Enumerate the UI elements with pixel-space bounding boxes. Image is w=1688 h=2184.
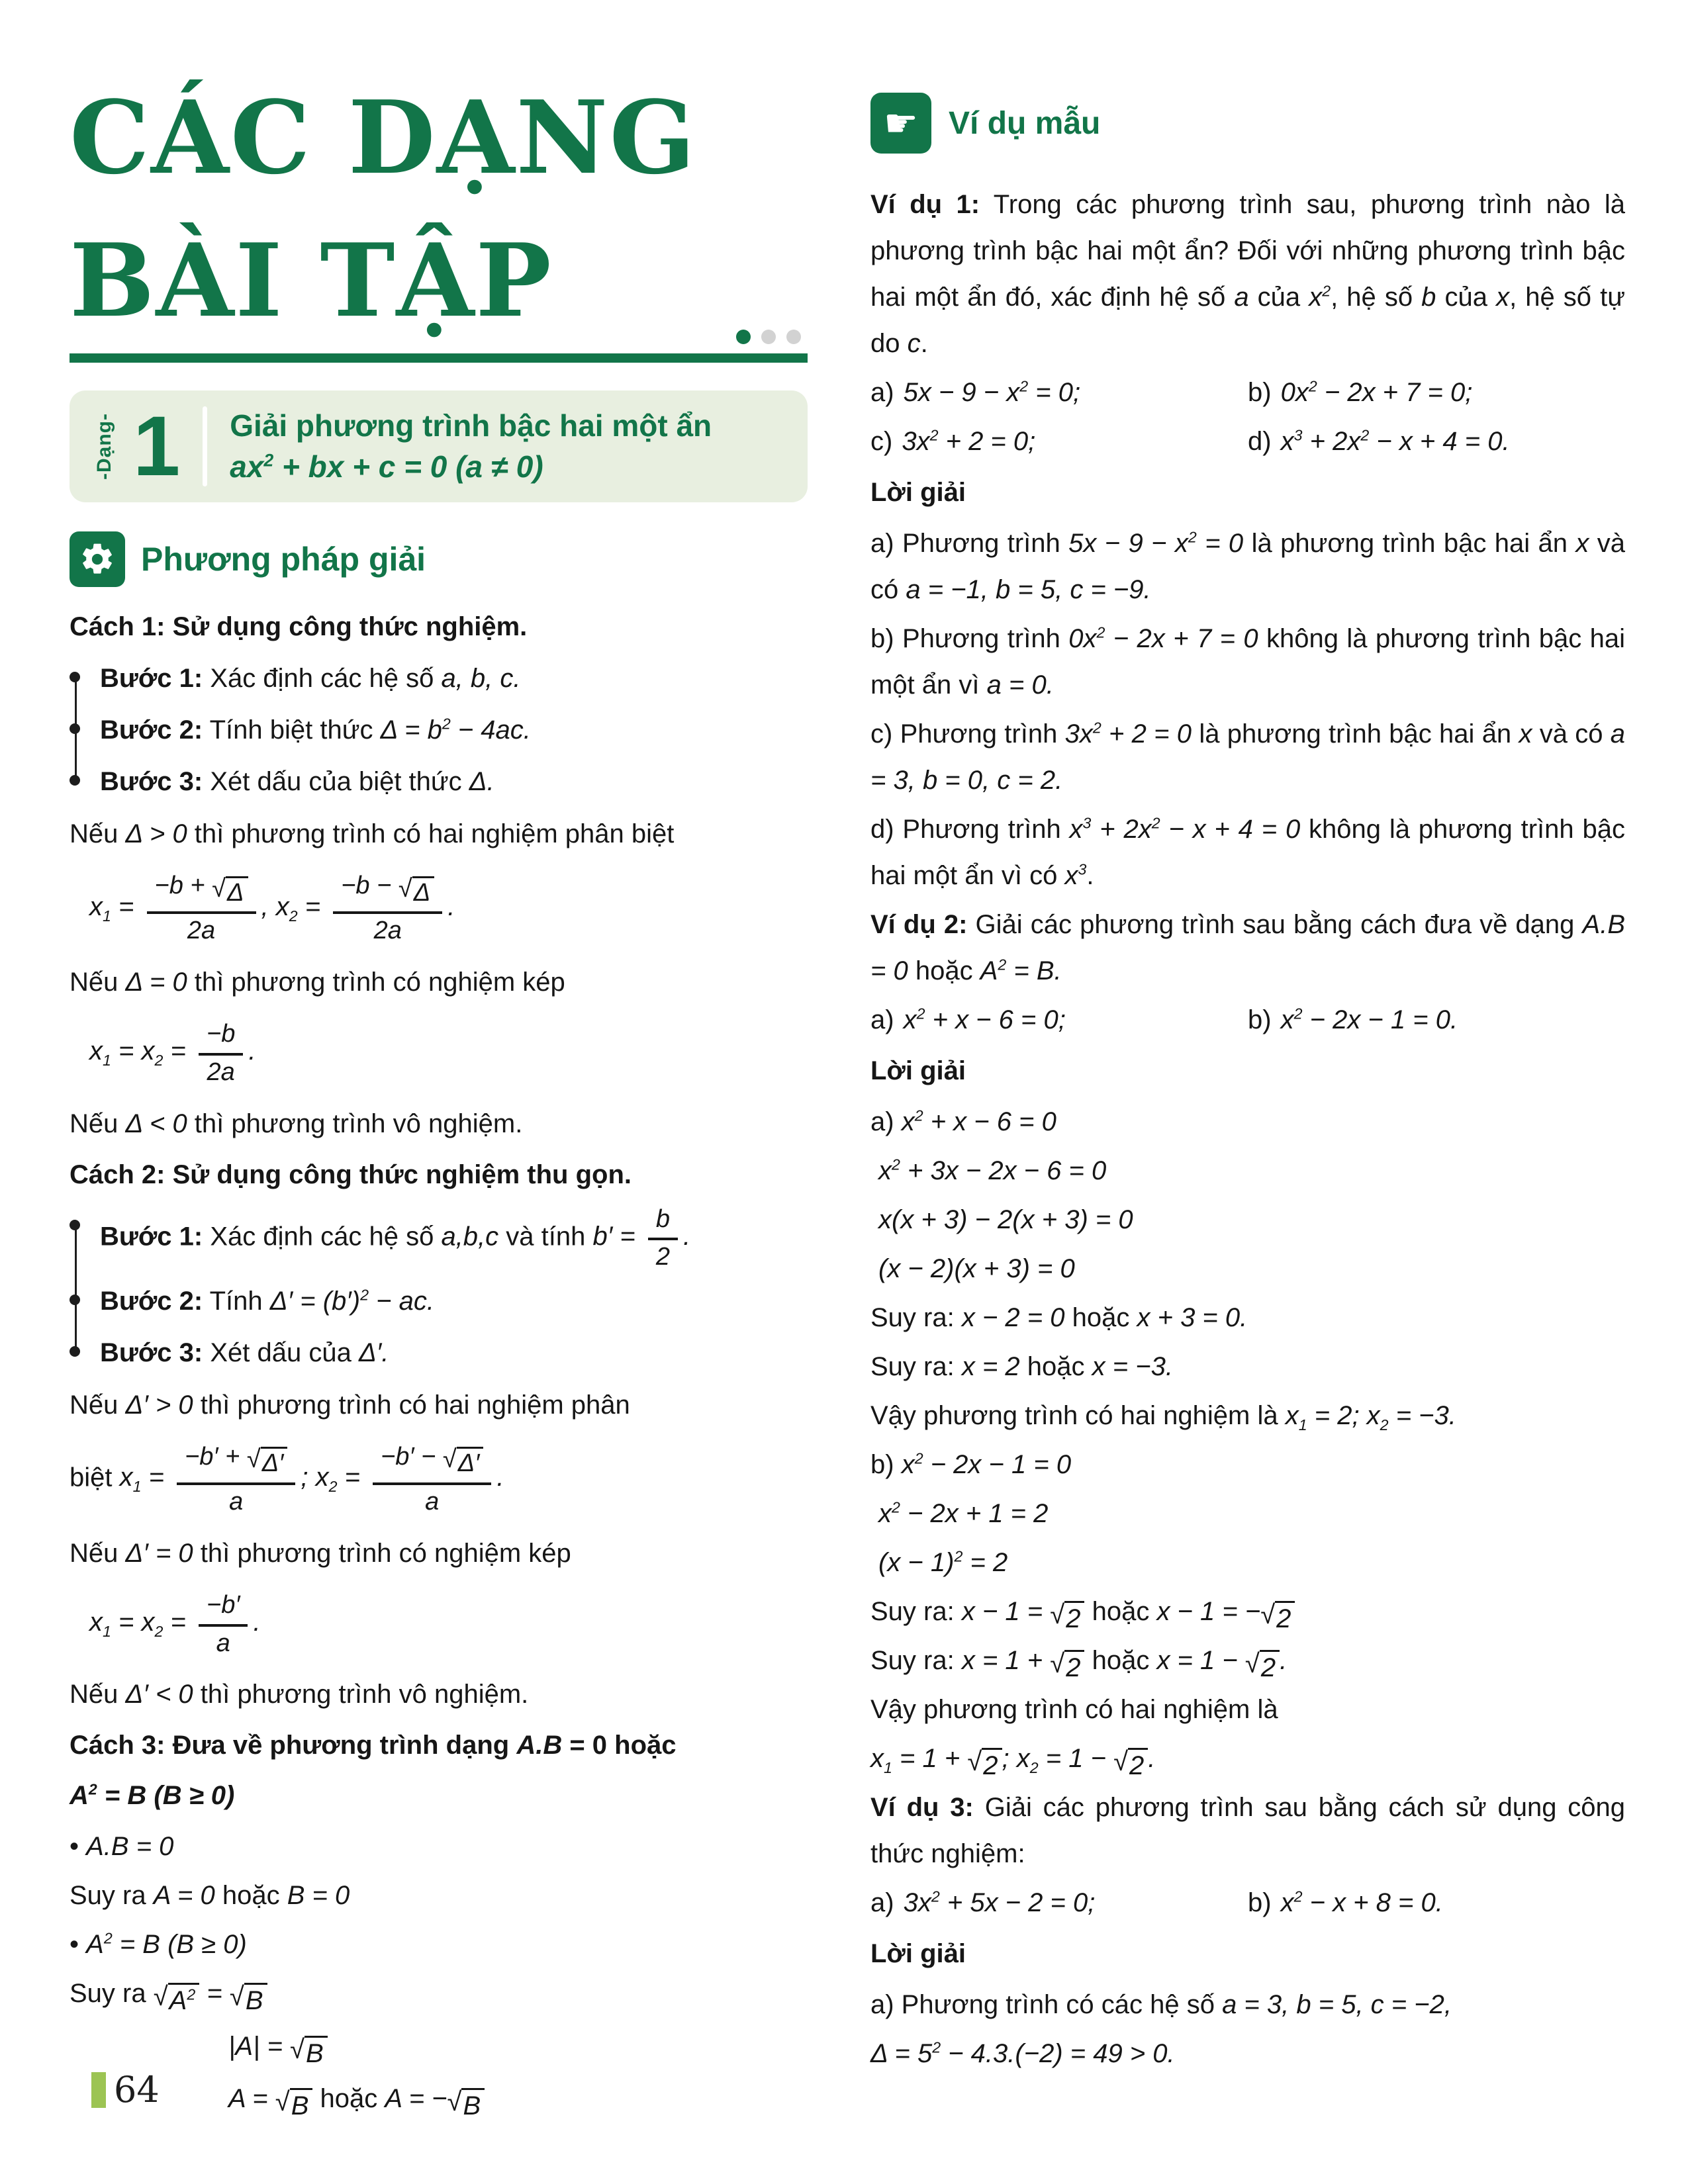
page-title <box>70 66 808 352</box>
paragraph: Suy ra: x − 1 = √ 2 hoặc x − 1 = − √ 2 <box>870 1588 1625 1635</box>
equation-row <box>870 418 1625 465</box>
examples-header-label: Ví dụ mẫu <box>949 105 1101 141</box>
examples-content <box>870 181 1625 2077</box>
formula-line: |A| = √ B <box>228 2030 808 2069</box>
gear-icon <box>70 531 125 587</box>
paragraph: Suy ra √ $A^2$ = √ B <box>70 1970 808 2017</box>
paragraph: Ví dụ 3: Giải các phương trình sau bằng cách sử dụng công thức nghiệm: <box>870 1793 1625 1868</box>
method-step: Bước 2: Tính $\Delta' = (b')^2$ − ac. <box>100 1279 808 1324</box>
formula-line: $x_1 = x_2$ = $\frac{-b}{2a}$ . <box>89 1020 256 1086</box>
paragraph: d) Phương trình $x^3 + 2x^2 - x + 4 = 0$ không là phương trình bậc hai một ẩn vì có $x^3$. <box>870 814 1625 890</box>
paragraph: Nếu Δ′ < 0 thì phương trình vô nghiệm. <box>70 1680 529 1709</box>
equation-item: a) $3x^2 + 5x - 2 = 0$; <box>870 1888 1096 1917</box>
equation-item: c) $3x^2 + 2 = 0$; <box>870 426 1036 456</box>
paragraph: Ví dụ 1: Trong các phương trình sau, phương trình nào là phương trình bậc hai một ẩn? Đối với những phương trình bậc hai một ẩn đó, xác định hệ số a của $x^2$, hệ số b của x, hệ số tự do c. <box>870 190 1626 358</box>
formula-line: $x^2 + 3x - 2x - 6 = 0$ <box>878 1156 1107 1185</box>
paragraph: $\Delta = 5^2 - 4.3.(-2) = 49 > 0$. <box>870 2038 1175 2068</box>
section-heading: Lời giải <box>870 1939 966 1968</box>
title-underline <box>70 353 808 363</box>
dang-title-text: Giải phương trình bậc hai một ẩn <box>230 408 712 443</box>
paragraph: Vậy phương trình có hai nghiệm là <box>870 1695 1278 1724</box>
dang-1-box <box>70 390 808 503</box>
left-column <box>70 66 808 2134</box>
paragraph: Nếu Δ = 0 thì phương trình có nghiệm kép <box>70 968 565 997</box>
formula-line: $x_1 = x_2$ = $\frac{-b'}{a}$ . <box>89 1590 261 1657</box>
paragraph: Vậy phương trình có hai nghiệm là $x_1 = 2$; $x_2 = -3$. <box>870 1401 1456 1433</box>
equation-item: b) $x^2 - 2x - 1 = 0$. <box>1248 1005 1458 1034</box>
page-number <box>91 2069 160 2111</box>
method-step: Bước 1: Xác định các hệ số a,b,c và tính b′ = $\frac{b}{2}$ . <box>100 1204 808 1272</box>
equation-item: b) $0x^2 - 2x + 7 = 0$; <box>1248 377 1473 407</box>
right-column <box>870 93 1625 2079</box>
dang-number: 1 <box>133 398 181 494</box>
paragraph: • A.B = 0 <box>70 1832 174 1862</box>
section-heading: Lời giải <box>870 1056 966 1085</box>
equation-item: a) $5x - 9 - x^2 = 0$; <box>870 377 1081 407</box>
paragraph: • $A^2 = B$ (B ≥ 0) <box>70 1929 247 1960</box>
section-heading: Cách 1: Sử dụng công thức nghiệm. <box>70 612 528 642</box>
formula-line: x(x + 3) − 2(x + 3) = 0 <box>878 1205 1133 1234</box>
formula-line: biệt $x_1$ = −b′ + √ Δ′ a ; $x_2$ = −b′ − √ Δ′ a . <box>70 1442 504 1516</box>
paragraph: Suy ra: x − 2 = 0 hoặc x + 3 = 0. <box>870 1303 1248 1332</box>
examples-header <box>870 93 1625 154</box>
equation-row <box>870 997 1625 1043</box>
paragraph: a) Phương trình $5x - 9 - x^2 = 0$ là phương trình bậc hai ẩn x và có a = −1, b = 5, c = −9. <box>870 528 1625 604</box>
method-steps <box>70 1204 808 1375</box>
section-heading: $A^2 = B$ (B ≥ 0) <box>70 1780 235 1811</box>
method-step: Bước 2: Tính biệt thức $\Delta = b^2 - 4ac$. <box>100 707 808 752</box>
paragraph: Ví dụ 2: Giải các phương trình sau bằng cách đưa về dạng A.B = 0 hoặc $A^2 = B$. <box>870 910 1626 985</box>
equation-row <box>870 1880 1625 1926</box>
paragraph: a) Phương trình có các hệ số a = 3, b = 5, c = −2, <box>870 1990 1452 2019</box>
equation-item: b) $x^2 - x + 8 = 0$. <box>1248 1888 1443 1917</box>
page-number-label: 64 <box>114 2069 160 2111</box>
method-header-label: Phương pháp giải <box>141 541 426 578</box>
dang-side-label: -Dạng- <box>93 412 115 480</box>
equation-item: d) $x^3 + 2x^2 - x + 4 = 0$. <box>1248 426 1510 456</box>
paragraph: Nếu Δ < 0 thì phương trình vô nghiệm. <box>70 1109 523 1138</box>
dot-icon <box>736 330 751 344</box>
method-content <box>70 604 808 2121</box>
divider <box>203 406 207 487</box>
dang-title-formula: $ax^2$ + bx + c = 0 (a ≠ 0) <box>230 449 543 484</box>
paragraph: Suy ra: x = 1 + √ 2 hoặc x = 1 − √ 2 . <box>870 1646 1288 1682</box>
formula-line: A = √ B hoặc A = − √ B <box>228 2082 808 2121</box>
page-number-bar <box>91 2072 106 2108</box>
paragraph: Nếu Δ > 0 thì phương trình có hai nghiệm phân biệt <box>70 819 675 849</box>
page-title-line1: CÁC DẠNG <box>70 78 697 197</box>
method-steps <box>70 656 808 804</box>
formula-line: (x − 2)(x + 3) = 0 <box>878 1254 1075 1283</box>
formula-line: $(x - 1)^2 = 2$ <box>878 1547 1008 1577</box>
equation-row <box>870 369 1625 416</box>
paragraph: c) Phương trình $3x^2 + 2 = 0$ là phương trình bậc hai ẩn x và có a = 3, b = 0, c = 2. <box>870 719 1625 795</box>
equation-item: a) $x^2 + x - 6 = 0$; <box>870 1005 1066 1034</box>
paragraph: b) $x^2 - 2x - 1 = 0$ <box>870 1449 1072 1479</box>
paragraph: a) $x^2 + x - 6 = 0$ <box>870 1107 1056 1136</box>
formula-line: $x_1$ = −b + √ Δ 2a , $x_2$ = −b − √ Δ 2a . <box>89 872 455 945</box>
formula-line: $x^2 - 2x + 1 = 2$ <box>878 1498 1049 1528</box>
formula-line: $x_1 = 1$ + √ 2 ; $x_2 = 1$ − √ 2 . <box>870 1744 1156 1780</box>
dang-title <box>230 408 712 485</box>
method-header <box>70 531 808 587</box>
page-title-line2: BÀI TẬP <box>70 220 553 340</box>
section-heading: Lời giải <box>870 478 966 507</box>
paragraph: b) Phương trình $0x^2 - 2x + 7 = 0$ không là phương trình bậc hai một ẩn vì a = 0. <box>870 623 1625 700</box>
section-heading: Cách 3: Đưa về phương trình dạng A.B = 0 hoặc <box>70 1731 677 1760</box>
method-step: Bước 3: Xét dấu của Δ′. <box>100 1330 808 1375</box>
method-step: Bước 1: Xác định các hệ số a, b, c. <box>100 656 808 701</box>
paragraph: Nếu Δ′ = 0 thì phương trình có nghiệm kép <box>70 1538 571 1568</box>
dot-icon <box>786 330 801 344</box>
paragraph: Nếu Δ′ > 0 thì phương trình có hai nghiệm phân <box>70 1390 630 1420</box>
pointing-hand-icon: ☛ <box>870 93 931 154</box>
paragraph: Suy ra: x = 2 hoặc x = −3. <box>870 1352 1173 1381</box>
method-step: Bước 3: Xét dấu của biệt thức Δ. <box>100 759 808 804</box>
dot-icon <box>761 330 776 344</box>
paragraph: Suy ra A = 0 hoặc B = 0 <box>70 1881 350 1911</box>
section-heading: Cách 2: Sử dụng công thức nghiệm thu gọn. <box>70 1160 632 1189</box>
